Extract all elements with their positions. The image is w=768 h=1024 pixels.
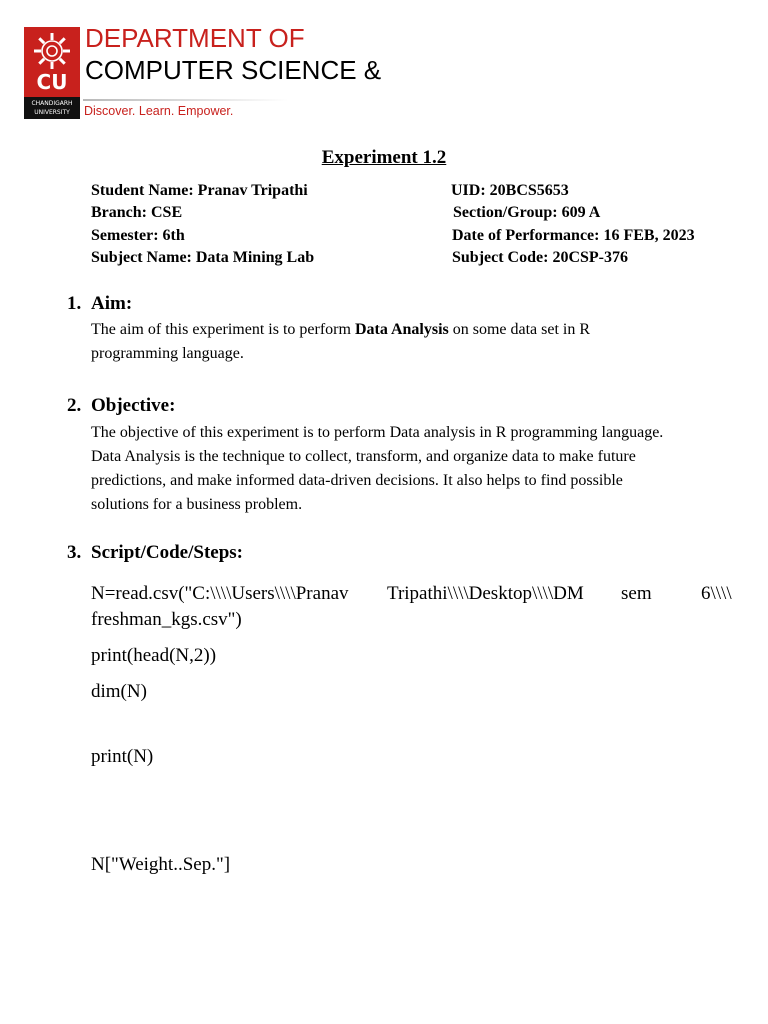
- subject-code: Subject Code: 20CSP-376: [452, 249, 628, 266]
- code-line-1-part-1: N=read.csv("C:\\\\Users\\\\Pranav: [91, 583, 349, 604]
- logo-university-name: CHANDIGARH UNIVERSITY: [31, 100, 73, 116]
- objective-line-3: predictions, and make informed data-driven decisions. It also helps to find possible: [91, 472, 623, 489]
- aim-text-before: The aim of this experiment is to perform: [91, 321, 355, 338]
- tagline: Discover. Learn. Empower.: [84, 104, 234, 118]
- code-line-4: print(N): [91, 746, 154, 767]
- date-of-performance: Date of Performance: 16 FEB, 2023: [452, 227, 695, 244]
- aim-text-bold: Data Analysis: [354, 321, 449, 338]
- objective-line-2: Data Analysis is the technique to collect, transform, and organize data to make future: [91, 448, 636, 465]
- script-heading: Script/Code/Steps:: [91, 542, 243, 563]
- experiment-title: Experiment 1.2: [321, 147, 447, 168]
- code-line-1-part-3: sem: [621, 583, 652, 604]
- header-divider: [83, 99, 288, 101]
- code-line-5: N["Weight..Sep."]: [91, 854, 231, 875]
- gear-emblem-icon: [32, 31, 72, 71]
- code-line-1-continued: freshman_kgs.csv"): [91, 609, 242, 630]
- code-line-1-part-2: Tripathi\\\\Desktop\\\\DM: [387, 583, 584, 604]
- aim-heading: Aim:: [91, 293, 133, 314]
- aim-text-after: on some data set in R programming language.: [91, 321, 591, 362]
- logo-university-band: [24, 97, 80, 119]
- branch: Branch: CSE: [91, 204, 183, 221]
- semester: Semester: 6th: [91, 227, 185, 244]
- objective-heading: Objective:: [91, 395, 176, 416]
- code-line-3: dim(N): [91, 681, 147, 702]
- objective-line-1: The objective of this experiment is to perform Data analysis in R programming language.: [91, 424, 664, 441]
- objective-number: 2.: [67, 395, 82, 416]
- university-logo: [24, 27, 80, 119]
- student-name: Student Name: Pranav Tripathi: [91, 182, 308, 199]
- aim-number: 1.: [67, 293, 82, 314]
- aim-text: [91, 318, 651, 366]
- department-title-line2: COMPUTER SCIENCE &: [85, 55, 382, 85]
- script-number: 3.: [67, 542, 82, 563]
- code-line-1-part-4: 6\\\\: [701, 583, 732, 604]
- student-uid: UID: 20BCS5653: [451, 182, 569, 199]
- department-title-line1: DEPARTMENT OF: [85, 23, 305, 53]
- subject-name: Subject Name: Data Mining Lab: [91, 249, 315, 266]
- logo-cu-text: CU: [36, 70, 68, 94]
- code-line-2: print(head(N,2)): [91, 645, 217, 666]
- objective-line-4: solutions for a business problem.: [91, 496, 303, 513]
- section-group: Section/Group: 609 A: [453, 204, 601, 221]
